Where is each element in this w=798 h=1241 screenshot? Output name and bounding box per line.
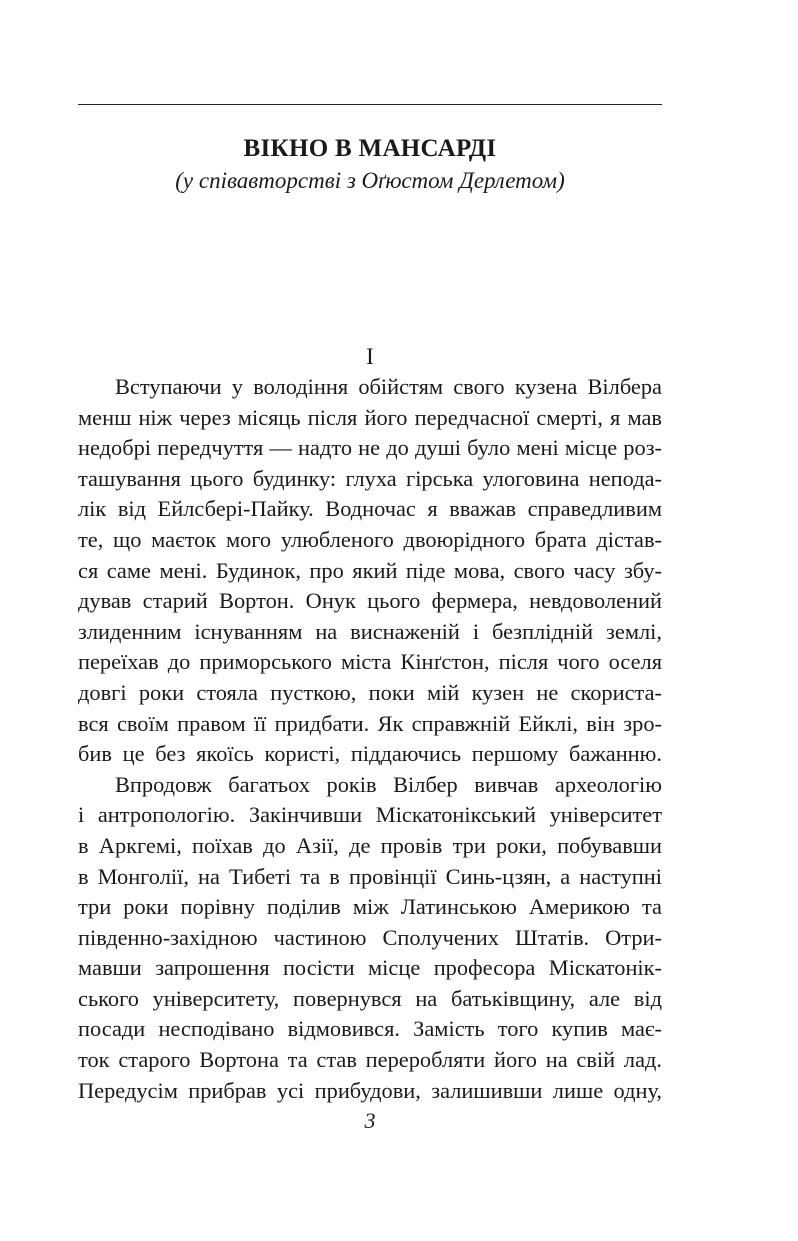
text-line: бив це без якоїсь користі, піддаючись першому бажанню.: [78, 741, 662, 767]
text-line: довгі роки стояла пусткою, поки мій кузен не скориста-: [78, 679, 662, 705]
paragraph: [78, 372, 662, 770]
text-line: три роки порівну поділив між Латинською Америкою та: [78, 894, 662, 920]
text-line: Вступаючи у володіння обійстям свого кузена Вілбера: [115, 374, 662, 399]
text-line: ташування цього будинку: глуха гірська улоговина непода-: [78, 465, 662, 491]
text-line: лік від Ейлсбері-Пайку. Водночас я вважав справедливим: [78, 496, 662, 522]
text-line: те, що маєток мого улюбленого двоюрідного брата дістав-: [78, 526, 662, 552]
top-rule: [78, 104, 662, 105]
story-subtitle: (у співавторстві з Оґюстом Дерлетом): [175, 168, 565, 193]
text-line: в Монголії, на Тибеті та в провінції Синь-цзян, а наступні: [78, 863, 662, 889]
text-line: мавши запрошення посісти місце професора Міскатонік-: [78, 955, 662, 981]
story-title: ВІКНО В МАНСАРДІ: [243, 135, 497, 162]
text-line: ся саме мені. Будинок, про який піде мова, свого часу збу-: [78, 557, 662, 583]
text-line: в Аркгемі, поїхав до Азії, де провів три роки, побувавши: [78, 832, 662, 858]
text-line: дував старий Вортон. Онук цього фермера, невдоволений: [78, 588, 662, 614]
text-line: переїхав до приморського міста Кінґстон, після чого оселя: [78, 649, 662, 675]
page-number: 3: [364, 1108, 376, 1133]
paragraph: [78, 770, 662, 1107]
text-line: ського університету, повернувся на батьківщину, але від: [78, 985, 662, 1011]
text-line: і антропологію. Закінчивши Міскатонікський університет: [78, 802, 662, 828]
chapter-number: I: [366, 344, 374, 369]
text-line: менш ніж через місяць після його передчасної смерті, я мав: [78, 404, 662, 430]
text-line: недобрі передчуття — надто не до душі було мені місце роз-: [78, 435, 662, 461]
text-line: посади несподівано відмовився. Замість того купив має-: [78, 1016, 662, 1042]
text-line: південно-західною частиною Сполучених Штатів. Отри-: [78, 924, 662, 950]
text-line: Передусім прибрав усі прибудови, залишивши лише одну,: [78, 1077, 662, 1103]
text-line: ток старого Вортона та став переробляти його на свій лад.: [78, 1047, 662, 1073]
text-line: вся своїм правом її придбати. Як справжній Ейклі, він зро-: [78, 710, 662, 736]
body-text: [78, 372, 662, 1106]
text-line: Впродовж багатьох років Вілбер вивчав археологію: [115, 771, 662, 797]
text-line: злиденним існуванням на виснаженій і безплідній землі,: [78, 618, 662, 644]
